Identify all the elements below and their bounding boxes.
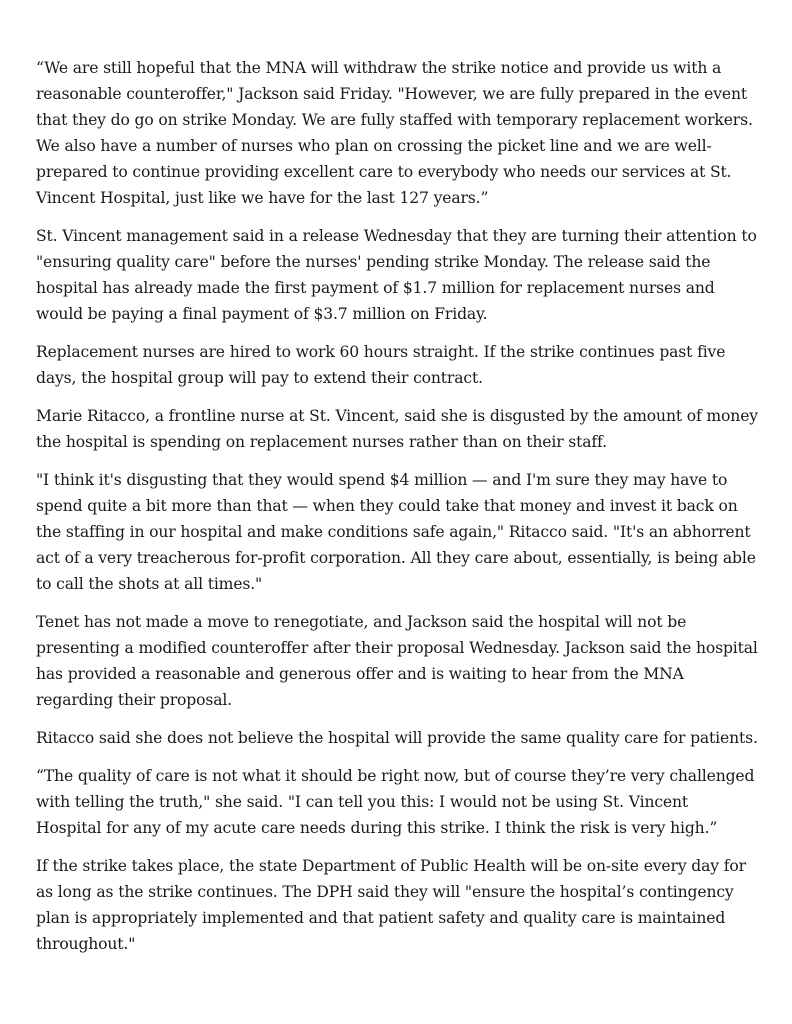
article-paragraph: Replacement nurses are hired to work 60 hours straight. If the strike continues past five days, the hospital group will pay to extend their contract. xyxy=(36,343,726,387)
article-paragraph: "I think it's disgusting that they would spend $4 million — and I'm sure they may have to spend quite a bit more than that — when they could take that money and invest it back on the staffing in our hospital and make conditions safe again," Ritacco said. "It's an abhorrent act of a very treacherous for-profit corporation. All they care about, essentially, is being able to call the shots at all times." xyxy=(36,471,756,593)
article-paragraph: St. Vincent management said in a release Wednesday that they are turning their attention to "ensuring quality care" before the nurses' pending strike Monday. The release said the hospital has already made the first payment of $1.7 million for replacement nurses and would be paying a final payment of $3.7 million on Friday. xyxy=(36,227,757,323)
article-paragraph: Tenet has not made a move to renegotiate, and Jackson said the hospital will not be presenting a modified counteroffer after their proposal Wednesday. Jackson said the hospital has provided a reasonable and generous offer and is waiting to hear from the MNA regarding their proposal. xyxy=(36,613,758,709)
article-paragraph: Ritacco said she does not believe the hospital will provide the same quality care for patients. xyxy=(36,729,758,747)
article-paragraph: Marie Ritacco, a frontline nurse at St. Vincent, said she is disgusted by the amount of money the hospital is spending on replacement nurses rather than on their staff. xyxy=(36,407,758,451)
article-paragraph: “We are still hopeful that the MNA will withdraw the strike notice and provide us with a reasonable counteroffer," Jackson said Friday. "However, we are fully prepared in the event that they do go on strike Monday. We are fully staffed with temporary replacement workers. We also have a number of nurses who plan on crossing the picket line and we are well-prepared to continue providing excellent care to everybody who needs our services at St. Vincent Hospital, just like we have for the last 127 years.” xyxy=(36,59,753,207)
article-body xyxy=(36,55,758,969)
article-paragraph: “The quality of care is not what it should be right now, but of course they’re very challenged with telling the truth," she said. "I can tell you this: I would not be using St. Vincent Hospital for any of my acute care needs during this strike. I think the risk is very high.” xyxy=(36,767,755,837)
article-paragraph: If the strike takes place, the state Department of Public Health will be on-site every day for as long as the strike continues. The DPH said they will "ensure the hospital’s contingency plan is appropriately implemented and that patient safety and quality care is maintained throughout." xyxy=(36,857,746,953)
